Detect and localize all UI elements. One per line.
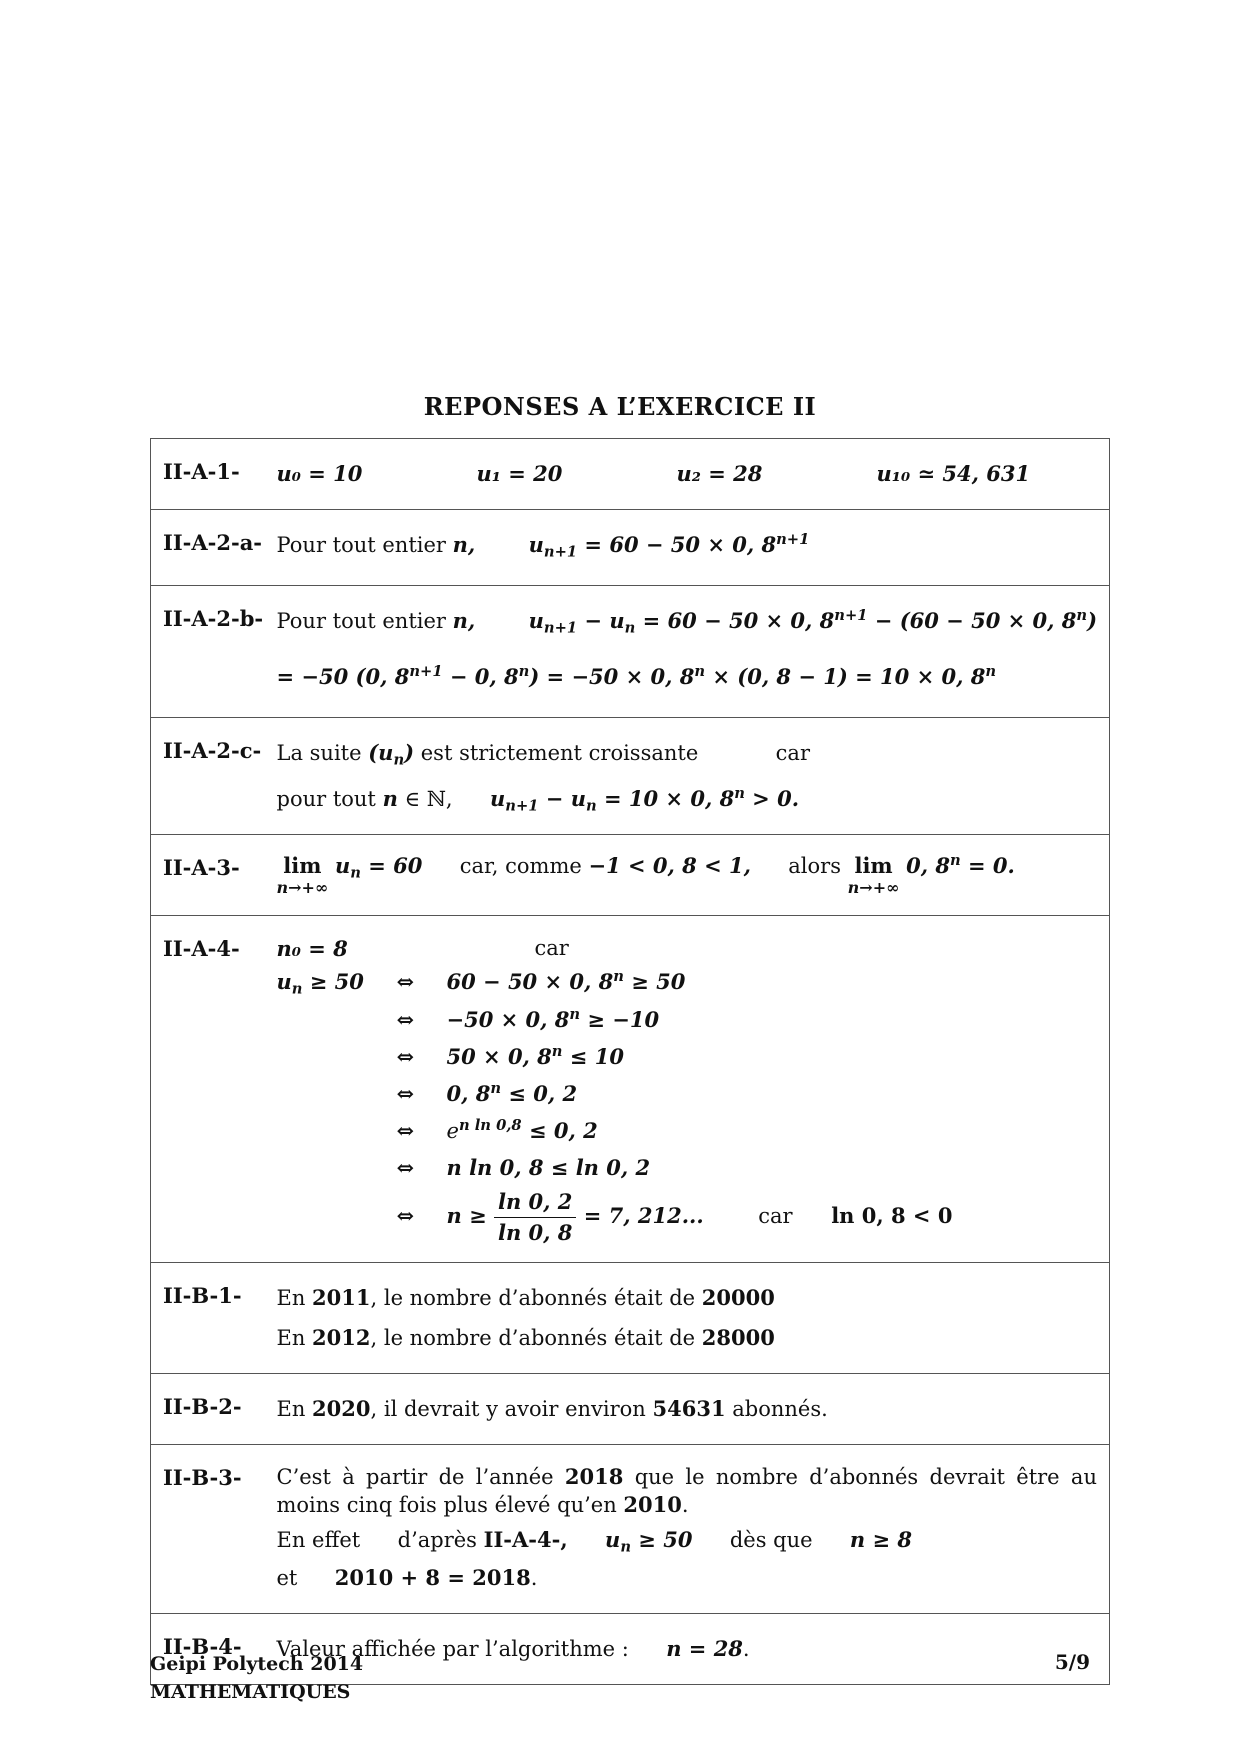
row-label: II-A-1- bbox=[151, 439, 277, 510]
difference-formula: $u_{n+1} - u_n = 60 - 50 \times 0$, $8^{n+1} - (60 - 50 \times 0$, 8$^n$) bbox=[528, 606, 1097, 637]
row-label: II-A-2-b- bbox=[151, 586, 277, 718]
u10-value: u₁₀ ≃ 54, 631 bbox=[876, 461, 1031, 486]
difference-simplified: = −50 (0, $8^{n+1} - 0$, $8^n) = -50 \times 0$, $8^n \times (0$, 8 − 1) = 10 × 0, 8$^n$ bbox=[276, 662, 997, 689]
row-II-A-2-b: II-A-2-b- Pour tout entier n, $u_{n+1} - u_n = 60 - 50 \times 0$, $8^{n+1} - (60 - 50 \times 0$, $8^n$) = −50 (0, $8^{n+1} - 0$, $8^n) = -50 \times 0$, $8^n \times (0$, 8 − 1) = 10 × 0, 8$^n$ bbox=[151, 586, 1110, 718]
row-II-A-1 bbox=[151, 439, 1110, 510]
u1-value: u₁ = 20 bbox=[476, 461, 563, 486]
page-title: REPONSES A L’EXERCICE II bbox=[423, 392, 817, 421]
row-label: II-B-2- bbox=[151, 1374, 277, 1445]
row-label: II-A-2-c- bbox=[151, 718, 277, 835]
row-label: II-B-1- bbox=[151, 1263, 277, 1374]
positivity-formula: $u_{n+1} - u_n = 10 \times 0$, $8^n > 0$. bbox=[489, 784, 800, 815]
u0-value: u₀ = 10 bbox=[276, 461, 363, 486]
row-II-A-4 bbox=[151, 916, 1110, 1263]
limit-1: lim n→+∞ bbox=[276, 853, 329, 897]
row-II-B-2: II-B-2- En 2020, il devrait y avoir environ 54631 abonnés. bbox=[151, 1374, 1110, 1445]
row-II-A-3: II-A-3- lim n→+∞ $u_n = 60$ car, comme −1 < 0, 8 < 1, alors lim n→+∞ 0, $8^n = 0$. bbox=[151, 835, 1110, 916]
row-label: II-A-3- bbox=[151, 835, 277, 916]
row-label: II-A-4- bbox=[151, 916, 277, 1263]
page-number: 5/9 bbox=[1054, 1650, 1090, 1674]
row-label: II-B-3- bbox=[151, 1445, 277, 1614]
answers-table bbox=[150, 438, 1110, 1685]
recurrence-formula: $u_{n+1} = 60 - 50 \times 0$, $8^{n+1}$ bbox=[528, 530, 810, 561]
row-II-A-2-c: II-A-2-c- La suite $(u_n)$ est strictement croissante car pour tout n ∈ ℕ, $u_{n+1} - u_n = 10 \times 0$, $8^n > 0$. bbox=[151, 718, 1110, 835]
row-II-B-3: II-B-3- C’est à partir de l’année 2018 que le nombre d’abonnés devrait être au moins cinq fois plus élevé qu’en 2010. En effet d’après II-A-4-, $u_n \ge 50$ dès que n ≥ 8 et 2010 + 8 = 2018. bbox=[151, 1445, 1110, 1614]
limit-2: lim n→+∞ bbox=[847, 853, 900, 897]
row-II-B-4: II-B-4- Valeur affichée par l’algorithme : n = 28. bbox=[151, 1614, 1110, 1685]
row-label: II-A-2-a- bbox=[151, 510, 277, 586]
inequality-chain: n₀ = 8 car $u_n \ge 50$ ⇔ 60 − 50 × 0, $8^n \ge 50$ ⇔ −50 × 0, $8^n \ge -10$ ⇔ 50 × 0, $8^n \le 10$ ⇔ 0, $8^n \le 0$, 2 ⇔ $e^{n ln 0,8} \le 0$, 2 ⇔ n ln 0, 8 ≤ ln 0, 2 ⇔ n ≥ $\frac{\ln 0, 2}{\ln 0, 8}$ = 7, 212... car ln 0, 8 < 0 bbox=[276, 936, 953, 1245]
row-II-A-2-a: II-A-2-a- Pour tout entier n, $u_{n+1} = 60 - 50 \times 0$, $8^{n+1}$ bbox=[151, 510, 1110, 586]
row-II-B-1: II-B-1- En 2011, le nombre d’abonnés était de 20000 En 2012, le nombre d’abonnés était de 28000 bbox=[151, 1263, 1110, 1374]
footer-left: Geipi Polytech 2014 MATHEMATIQUES bbox=[150, 1653, 364, 1703]
row-label: II-B-4- bbox=[151, 1614, 277, 1685]
u2-value: u₂ = 28 bbox=[676, 461, 763, 486]
